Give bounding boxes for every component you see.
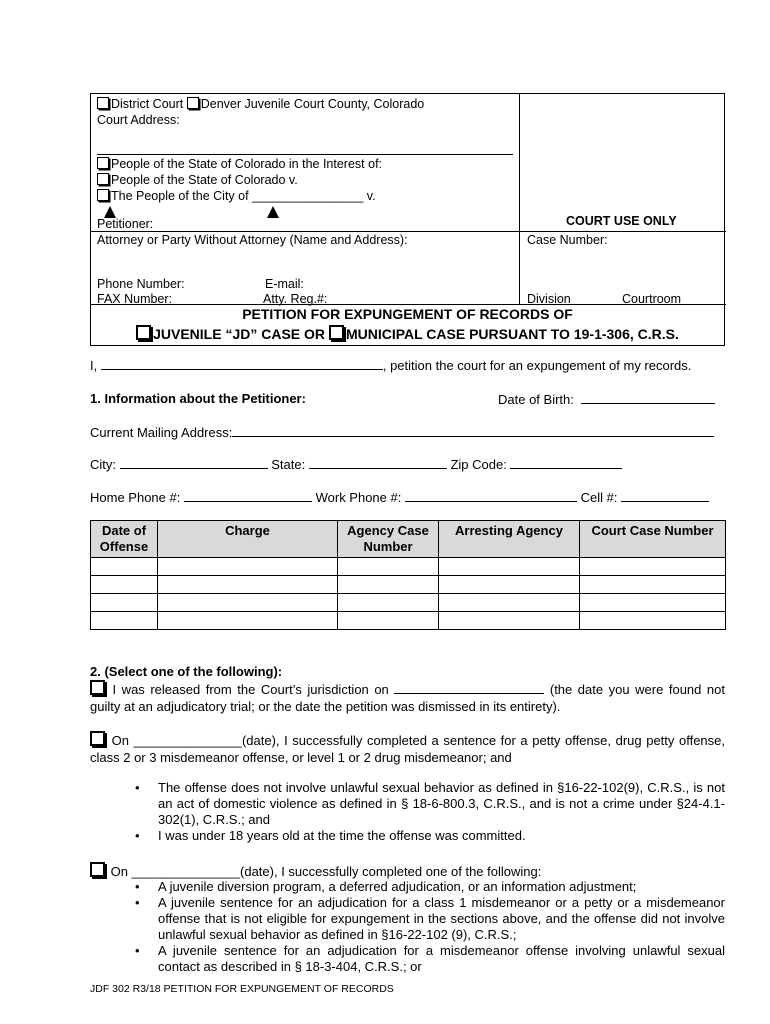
table-row xyxy=(91,576,726,594)
division-label: Division xyxy=(527,292,571,306)
mailing-row xyxy=(90,424,714,440)
option-c-checkbox[interactable] xyxy=(90,862,105,877)
municipal-case-label: MUNICIPAL CASE PURSUANT TO 19-1-306, C.R.S. xyxy=(345,326,679,342)
table-cell[interactable] xyxy=(91,612,158,630)
release-date-field[interactable] xyxy=(394,681,544,694)
col-charge: Charge xyxy=(158,521,338,558)
home-phone-label: Home Phone #: xyxy=(90,490,181,505)
denver-juvenile-checkbox[interactable] xyxy=(187,97,199,109)
list-item: • A juvenile sentence for an adjudication for a misdemeanor offense involving unlawful sexual contact as described in § 18-3-404, C.R.S.; or xyxy=(130,943,725,975)
party-option-2-label: People of the State of Colorado v. xyxy=(111,173,298,187)
option-a-suffix: (the date you were found not guilty at an adjudicatory trial; or the date the petition was dismissed in its entirety). xyxy=(90,682,725,714)
party-option-2 xyxy=(97,173,298,187)
mailing-address-field[interactable] xyxy=(232,424,714,437)
section2-heading: 2. (Select one of the following): xyxy=(90,664,283,679)
table-cell[interactable] xyxy=(580,558,726,576)
court-location: County, Colorado xyxy=(327,97,425,111)
party-option-2-checkbox[interactable] xyxy=(97,173,109,185)
mailing-label: Current Mailing Address: xyxy=(90,425,233,440)
petitioner-name-field[interactable] xyxy=(101,357,383,370)
option-b-text: On _______________(date), I successfully completed a sentence for a petty offense, drug petty offense, class 2 or 3 misdemeanor offense, or level 1 or 2 drug misdemeanor; and xyxy=(90,733,725,765)
party-option-1-checkbox[interactable] xyxy=(97,157,109,169)
caption-box xyxy=(90,93,725,305)
phone-row xyxy=(90,489,709,505)
option-a-prefix: I was released from the Court’s jurisdiction on xyxy=(107,682,395,697)
zip-label: Zip Code: xyxy=(450,457,507,472)
table-row xyxy=(91,594,726,612)
table-row xyxy=(91,612,726,630)
section1-heading: 1. Information about the Petitioner: xyxy=(90,391,306,406)
fax-label: FAX Number: xyxy=(97,292,173,306)
option-c xyxy=(90,862,725,880)
court-address-label: Court Address: xyxy=(97,113,180,127)
table-cell[interactable] xyxy=(580,594,726,612)
charges-body xyxy=(91,558,726,630)
state-field[interactable] xyxy=(309,456,447,469)
intro-suffix: , petition the court for an expungement of my records. xyxy=(382,358,692,373)
work-phone-label: Work Phone #: xyxy=(315,490,402,505)
city-row xyxy=(90,456,622,472)
courtroom-label: Courtroom xyxy=(622,292,682,306)
col-agency-case-number: Agency Case Number xyxy=(338,521,439,558)
table-cell[interactable] xyxy=(439,558,580,576)
table-cell[interactable] xyxy=(580,612,726,630)
table-cell[interactable] xyxy=(91,576,158,594)
home-phone-field[interactable] xyxy=(184,489,312,502)
caption-name-rule xyxy=(97,154,513,155)
state-label: State: xyxy=(271,457,306,472)
col-date-of-offense: Date of Offense xyxy=(91,521,158,558)
table-cell[interactable] xyxy=(91,594,158,612)
intro-line xyxy=(90,357,691,373)
juvenile-case-label: JUVENILE “JD” CASE OR xyxy=(153,326,329,342)
phone-label: Phone Number: xyxy=(97,277,185,291)
option-c-bullets xyxy=(130,879,725,975)
table-row xyxy=(91,558,726,576)
juvenile-case-checkbox[interactable] xyxy=(136,325,151,340)
table-cell[interactable] xyxy=(439,576,580,594)
cell-label: Cell #: xyxy=(580,490,618,505)
party-option-3-checkbox[interactable] xyxy=(97,189,109,201)
city-field[interactable] xyxy=(120,456,268,469)
city-label: City: xyxy=(90,457,116,472)
party-option-3 xyxy=(97,189,376,203)
table-cell[interactable] xyxy=(338,594,439,612)
work-phone-field[interactable] xyxy=(405,489,577,502)
petitioner-label: Petitioner: xyxy=(97,217,154,231)
list-item: • The offense does not involve unlawful sexual behavior as defined in §16-22-102(9), C.R.S., is not an act of domestic violence as defined in § 18-6-800.3, C.R.S., and is not a crime under §24-4.1-302(1), C.R.S.; and xyxy=(130,780,725,828)
arrow-up-icon xyxy=(267,206,279,218)
list-item: • A juvenile diversion program, a deferred adjudication, or an information adjustment; xyxy=(130,879,725,895)
party-option-1-label: People of the State of Colorado in the Interest of: xyxy=(111,157,383,171)
atty-reg-label: Atty. Reg.#: xyxy=(263,292,328,306)
dob-field[interactable] xyxy=(581,391,715,404)
court-type-row xyxy=(97,97,424,111)
option-a xyxy=(90,680,725,715)
table-cell[interactable] xyxy=(338,558,439,576)
option-b-checkbox[interactable] xyxy=(90,731,105,746)
dob-label: Date of Birth: xyxy=(498,392,574,407)
party-option-3-label: The People of the City of ________________ v. xyxy=(111,189,376,203)
cell-field[interactable] xyxy=(621,489,709,502)
zip-field[interactable] xyxy=(510,456,622,469)
form-footer: JDF 302 R3/18 PETITION FOR EXPUNGEMENT OF RECORDS xyxy=(90,983,394,995)
petition-title: PETITION FOR EXPUNGEMENT OF RECORDS OF xyxy=(242,306,573,322)
option-b-bullets xyxy=(130,780,725,844)
list-item: • A juvenile sentence for an adjudication for a class 1 misdemeanor or a petty or a misdemeanor offense that is not eligible for expungement in the sections above, and the offense did not involve unlawful sexual behavior as defined in §16-22-102 (9), C.R.S.; xyxy=(130,895,725,943)
table-cell[interactable] xyxy=(158,594,338,612)
denver-juvenile-label: Denver Juvenile Court xyxy=(200,97,325,111)
table-cell[interactable] xyxy=(338,612,439,630)
col-arresting-agency: Arresting Agency xyxy=(439,521,580,558)
email-label: E-mail: xyxy=(265,277,304,291)
district-court-checkbox[interactable] xyxy=(97,97,109,109)
district-court-label: District Court xyxy=(111,97,184,111)
petition-subtitle xyxy=(90,325,725,342)
table-cell[interactable] xyxy=(580,576,726,594)
table-cell[interactable] xyxy=(338,576,439,594)
intro-prefix: I, xyxy=(90,358,101,373)
table-cell[interactable] xyxy=(91,558,158,576)
attorney-label: Attorney or Party Without Attorney (Name and Address): xyxy=(97,233,408,247)
table-cell[interactable] xyxy=(439,594,580,612)
charges-table xyxy=(90,520,726,630)
option-a-checkbox[interactable] xyxy=(90,680,105,695)
table-cell[interactable] xyxy=(158,612,338,630)
col-court-case-number: Court Case Number xyxy=(580,521,726,558)
dob-row xyxy=(498,391,715,407)
list-item: • I was under 18 years old at the time the offense was committed. xyxy=(130,828,725,844)
court-use-only: COURT USE ONLY xyxy=(566,214,677,228)
case-number-label: Case Number: xyxy=(527,233,608,247)
table-cell[interactable] xyxy=(158,558,338,576)
option-b xyxy=(90,731,725,766)
caption-rule-1 xyxy=(91,231,726,232)
option-c-text: On _______________(date), I successfully completed one of the following: xyxy=(107,864,542,879)
caption-divider xyxy=(519,94,520,305)
party-option-1 xyxy=(97,157,382,171)
table-header-row xyxy=(91,521,726,558)
table-cell[interactable] xyxy=(158,576,338,594)
municipal-case-checkbox[interactable] xyxy=(329,325,344,340)
table-cell[interactable] xyxy=(439,612,580,630)
